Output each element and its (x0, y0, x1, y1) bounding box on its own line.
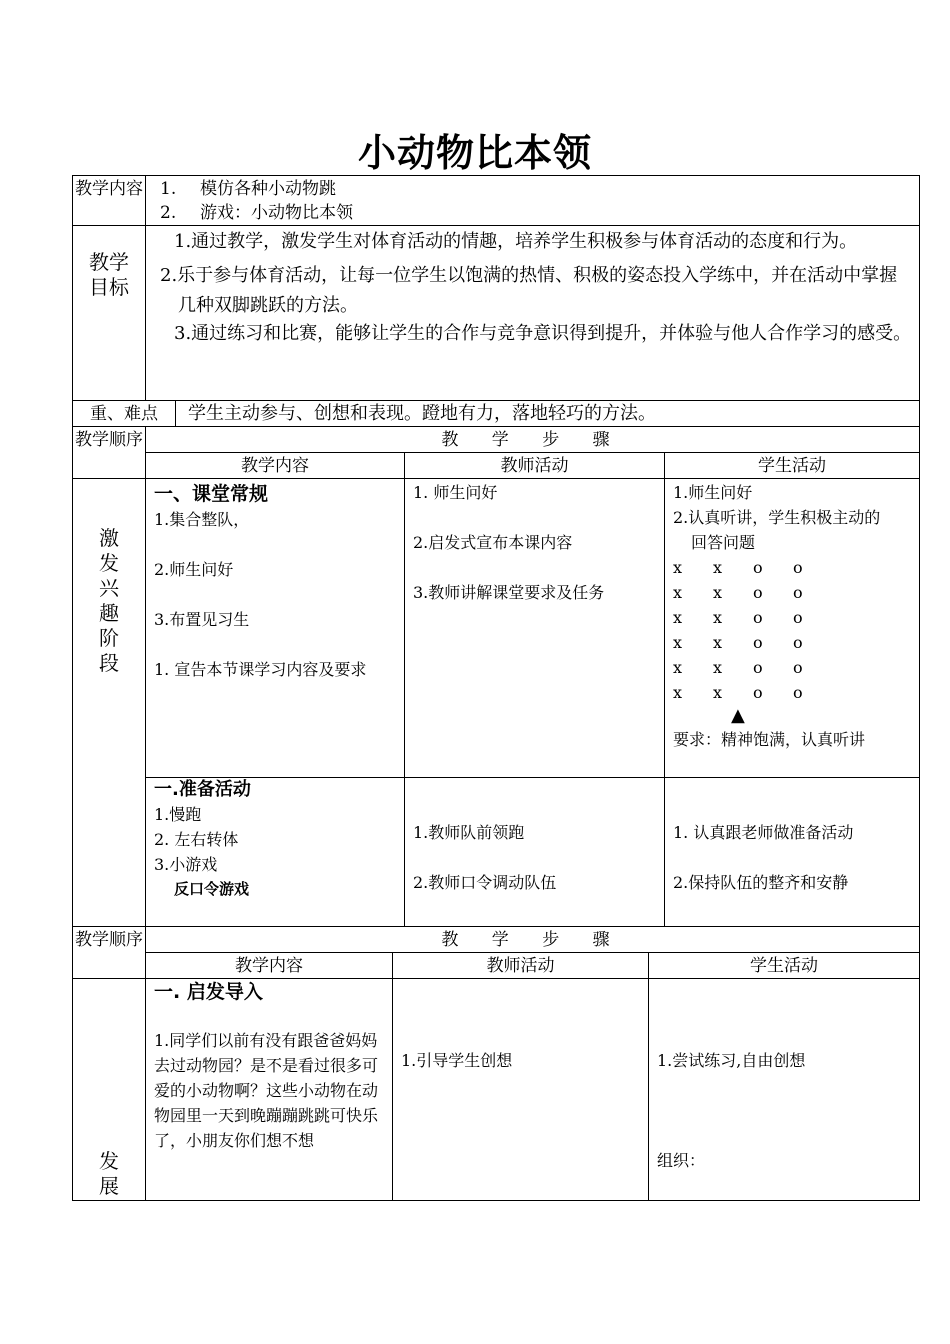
formation-mark: o (753, 683, 763, 702)
formation-mark: x (673, 558, 683, 577)
order-label: 教学顺序 (75, 930, 143, 950)
lesson-plan-table (72, 175, 920, 1201)
goal-item: 3.通过练习和比赛，能够让学生的合作与竞争意识得到提升，并体验与他人合作学习的感受。 (174, 323, 912, 344)
section2-header (73, 927, 919, 979)
teacher-item: 1.教师队前领跑 (413, 823, 525, 842)
formation-mark: o (793, 683, 803, 702)
formation-mark: x (673, 683, 683, 702)
formation-grid (673, 555, 889, 705)
col-student-header: 学生活动 (664, 453, 919, 479)
warmup-item: 2. 左右转体 (154, 830, 239, 849)
formation-mark: o (793, 558, 803, 577)
col-content-header: 教学内容 (241, 456, 309, 476)
warmup-item: 3.小游戏 (154, 855, 218, 874)
formation-mark: x (713, 683, 723, 702)
student-item: 1. 认真跟老师做准备活动 (673, 823, 854, 842)
teacher-item: 2.启发式宣布本课内容 (413, 533, 573, 552)
student-item: 2.认真听讲，学生积极主动的回答问题 (673, 508, 881, 552)
steps-label: 教 学 步 骤 (146, 427, 919, 453)
intro-student (648, 979, 919, 1200)
student-item: 1.尝试练习,自由创想 (657, 1051, 806, 1070)
student-item: 2.保持队伍的整齐和安静 (673, 873, 849, 892)
student-item: 1.师生问好 (673, 483, 753, 502)
order-label: 教学顺序 (75, 430, 143, 450)
page-title: 小动物比本领 (357, 130, 592, 175)
formation-mark: x (713, 658, 723, 677)
goals-list (145, 226, 919, 400)
intro-teacher (392, 979, 648, 1200)
formation-row (673, 680, 889, 705)
formation-mark: o (753, 658, 763, 677)
routine-teacher (404, 479, 664, 778)
formation-mark: o (753, 583, 763, 602)
goals-label: 教学目标 (89, 250, 129, 299)
routine-item: 3.布置见习生 (154, 610, 250, 629)
section1-body (73, 479, 919, 927)
teacher-item: 1.引导学生创想 (401, 1051, 513, 1070)
steps-label: 教 学 步 骤 (146, 927, 919, 953)
routine-heading: 一、课堂常规 (154, 483, 269, 505)
warmup-game: 反口令游戏 (174, 880, 250, 898)
goal-item: 1.通过教学，激发学生对体育活动的情趣，培养学生积极参与体育活动的态度和行为。 (174, 231, 858, 252)
routine-student (664, 479, 919, 778)
formation-row (673, 630, 889, 655)
keypoints-row (73, 401, 919, 427)
formation-mark: o (793, 658, 803, 677)
teacher-position-marker: ▲ (731, 705, 745, 726)
routine-item: 1.集合整队， (154, 510, 250, 529)
formation-mark: x (673, 608, 683, 627)
goal-item: 2.乐于参与体育活动，让每一位学生以饱满的热情、积极的姿态投入学练中，并在活动中掌握几种双脚跳跃的方法。 (160, 265, 898, 316)
formation-mark: x (673, 633, 683, 652)
col-teacher-header: 教师活动 (392, 953, 648, 979)
routine-item: 2.师生问好 (154, 560, 234, 579)
content-item: 1. 模仿各种小动物跳 (160, 179, 336, 199)
col-student-header: 学生活动 (648, 953, 919, 979)
keypoints-text: 学生主动参与、创想和表现。蹬地有力，落地轻巧的方法。 (175, 401, 919, 426)
routine-item: 1. 宣告本节课学习内容及要求 (154, 660, 367, 679)
formation-row (673, 655, 889, 680)
intro-content (146, 979, 392, 1200)
formation-mark: o (753, 633, 763, 652)
stage-label: 激发兴趣阶段 (99, 526, 119, 675)
warmup-teacher (404, 778, 664, 926)
formation-mark: o (793, 633, 803, 652)
formation-mark: x (673, 658, 683, 677)
teacher-item: 1. 师生问好 (413, 483, 498, 502)
formation-mark: o (793, 583, 803, 602)
col-teacher-header: 教师活动 (404, 453, 664, 479)
formation-row (673, 605, 889, 630)
warmup-content (146, 778, 404, 926)
formation-mark: x (713, 608, 723, 627)
warmup-item: 1.慢跑 (154, 805, 202, 824)
content-label: 教学内容 (75, 179, 143, 199)
routine-content (146, 479, 404, 778)
stage-label: 发展 (99, 1149, 119, 1198)
formation-mark: x (713, 583, 723, 602)
goals-row (73, 226, 919, 401)
teacher-item: 2.教师口令调动队伍 (413, 873, 557, 892)
formation-row (673, 580, 889, 605)
formation-mark: x (713, 558, 723, 577)
formation-mark: o (753, 608, 763, 627)
intro-heading: 一. 启发导入 (154, 981, 263, 1003)
content-row (73, 176, 919, 226)
formation-requirement: 要求：精神饱满，认真听讲 (673, 730, 866, 749)
formation-row (673, 555, 889, 580)
section2-body (73, 979, 919, 1200)
keypoints-label: 重、难点 (90, 404, 158, 424)
formation-mark: o (793, 608, 803, 627)
formation-mark: x (713, 633, 723, 652)
student-organize: 组织： (657, 1151, 706, 1170)
content-item: 2. 游戏：小动物比本领 (160, 203, 353, 223)
col-content-header: 教学内容 (235, 956, 303, 976)
teacher-item: 3.教师讲解课堂要求及任务 (413, 583, 605, 602)
content-items (145, 176, 919, 225)
formation-mark: o (753, 558, 763, 577)
section1-header (73, 427, 919, 479)
warmup-heading: 一.准备活动 (154, 779, 251, 800)
warmup-student (664, 778, 919, 926)
intro-text: 1.同学们以前有没有跟爸爸妈妈去过动物园？是不是看过很多可爱的小动物啊？这些小动物在动物园里一天到晚蹦蹦跳跳可快乐了，小朋友你们想不想 (154, 1031, 379, 1150)
formation-mark: x (673, 583, 683, 602)
